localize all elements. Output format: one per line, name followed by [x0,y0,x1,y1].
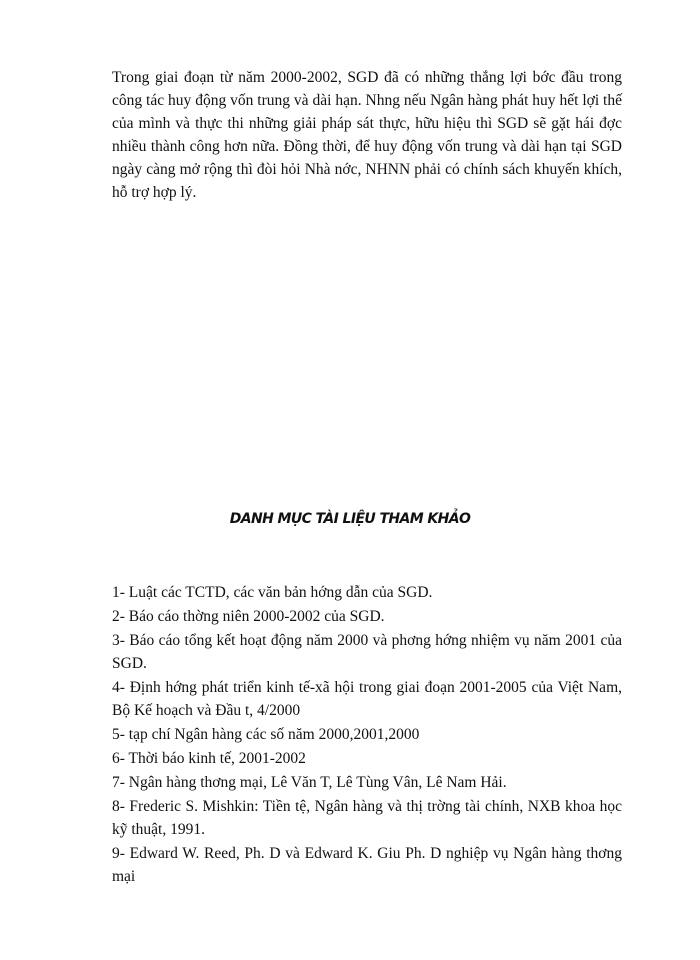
reference-item-3: 3- Báo cáo tổng kết hoạt động năm 2000 và phơng hớng nhiệm vụ năm 2001 của SGD. [112,632,622,672]
references-heading: DANH MỤC TÀI LIỆU THAM KHẢO [229,511,471,527]
reference-item-9: 9- Edward W. Reed, Ph. D và Edward K. Giu Ph. D nghiệp vụ Ngân hàng thơng mại [112,845,622,885]
reference-item-7: 7- Ngân hàng thơng mại, Lê Văn T, Lê Tùng Vân, Lê Nam Hải. [112,774,507,791]
conclusion-paragraph: Trong giai đoạn từ năm 2000-2002, SGD đã có những thắng lợi bớc đầu trong công tác huy động vốn trung và dài hạn. Nhng nếu Ngân hàng phát huy hết lợi thế của mình và thực thi những giải pháp sát thực, hữu hiệu thì SGD sẽ gặt hái đợc nhiều thành công hơn nữa. Đồng thời, để huy động vốn trung và dài hạn tại SGD ngày càng mở rộng thì đòi hỏi Nhà nớc, NHNN phải có chính sách khuyến khích, hỗ trợ hợp lý. [112,69,622,201]
reference-item-1: 1- Luật các TCTD, các văn bản hớng dẫn của SGD. [112,584,433,601]
reference-item-2: 2- Báo cáo thờng niên 2000-2002 của SGD. [112,608,385,625]
reference-item-4: 4- Định hớng phát triển kinh tế-xã hội trong giai đoạn 2001-2005 của Việt Nam, Bộ Kế hoạch và Đầu t, 4/2000 [112,679,622,719]
reference-item-5: 5- tạp chí Ngân hàng các số năm 2000,2001,2000 [112,726,420,743]
reference-item-8: 8- Frederic S. Mishkin: Tiền tệ, Ngân hàng và thị trờng tài chính, NXB khoa học kỹ thuật, 1991. [112,798,622,838]
reference-item-6: 6- Thời báo kinh tế, 2001-2002 [112,750,306,767]
references-list [112,581,622,889]
